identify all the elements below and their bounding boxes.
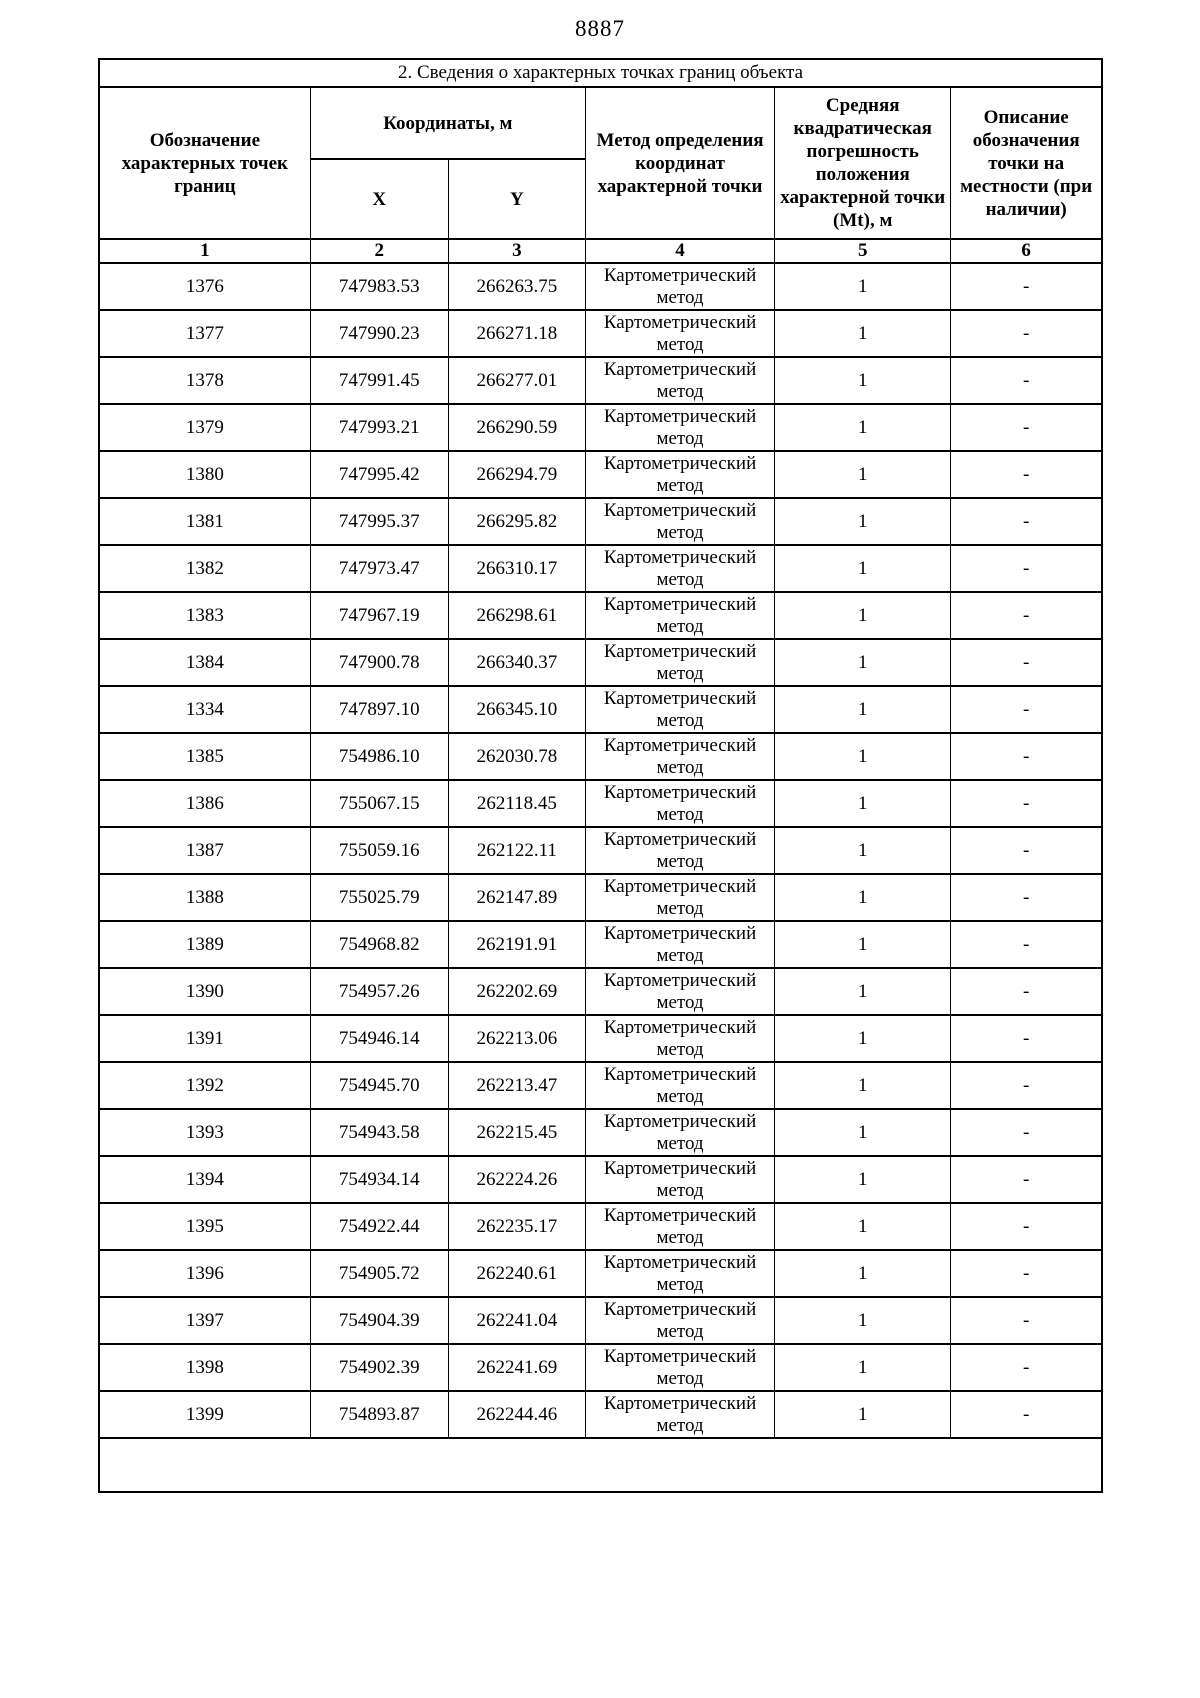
error-cell: 1 [775, 874, 951, 921]
description-cell: - [951, 686, 1102, 733]
description-cell: - [951, 1015, 1102, 1062]
coordinate-y-cell: 262215.45 [448, 1109, 585, 1156]
column-number-3: 3 [448, 239, 585, 263]
coordinate-y-cell: 262241.69 [448, 1344, 585, 1391]
error-cell: 1 [775, 1156, 951, 1203]
error-cell: 1 [775, 780, 951, 827]
error-cell: 1 [775, 1344, 951, 1391]
error-cell: 1 [775, 1109, 951, 1156]
coordinate-y-cell: 266345.10 [448, 686, 585, 733]
method-cell: Картометрический метод [585, 921, 774, 968]
coordinate-x-cell: 754922.44 [310, 1203, 448, 1250]
empty-row [99, 1438, 1102, 1492]
header-y: Y [448, 159, 585, 239]
point-id-cell: 1394 [99, 1156, 310, 1203]
table-row [99, 827, 1102, 874]
column-number-5: 5 [775, 239, 951, 263]
description-cell: - [951, 827, 1102, 874]
point-id-cell: 1386 [99, 780, 310, 827]
description-cell: - [951, 1156, 1102, 1203]
error-cell: 1 [775, 968, 951, 1015]
point-id-cell: 1377 [99, 310, 310, 357]
coordinate-y-cell: 262122.11 [448, 827, 585, 874]
method-cell: Картометрический метод [585, 780, 774, 827]
point-id-cell: 1334 [99, 686, 310, 733]
description-cell: - [951, 968, 1102, 1015]
coordinate-x-cell: 747991.45 [310, 357, 448, 404]
coordinate-x-cell: 754904.39 [310, 1297, 448, 1344]
coordinate-x-cell: 747993.21 [310, 404, 448, 451]
method-cell: Картометрический метод [585, 592, 774, 639]
description-cell: - [951, 1250, 1102, 1297]
coordinate-x-cell: 747995.42 [310, 451, 448, 498]
method-cell: Картометрический метод [585, 639, 774, 686]
description-cell: - [951, 1391, 1102, 1438]
error-cell: 1 [775, 545, 951, 592]
point-id-cell: 1398 [99, 1344, 310, 1391]
coordinate-x-cell: 754905.72 [310, 1250, 448, 1297]
coordinate-y-cell: 262147.89 [448, 874, 585, 921]
description-cell: - [951, 310, 1102, 357]
coordinate-x-cell: 754986.10 [310, 733, 448, 780]
coordinate-x-cell: 747973.47 [310, 545, 448, 592]
coordinate-y-cell: 266271.18 [448, 310, 585, 357]
table-row [99, 592, 1102, 639]
description-cell: - [951, 1062, 1102, 1109]
error-cell: 1 [775, 404, 951, 451]
coordinate-y-cell: 262118.45 [448, 780, 585, 827]
table-row [99, 1203, 1102, 1250]
error-cell: 1 [775, 1250, 951, 1297]
error-cell: 1 [775, 733, 951, 780]
coordinate-x-cell: 754893.87 [310, 1391, 448, 1438]
coordinate-y-cell: 262213.47 [448, 1062, 585, 1109]
table-row [99, 1250, 1102, 1297]
error-cell: 1 [775, 827, 951, 874]
coordinate-y-cell: 262191.91 [448, 921, 585, 968]
description-cell: - [951, 592, 1102, 639]
point-id-cell: 1397 [99, 1297, 310, 1344]
description-cell: - [951, 1203, 1102, 1250]
error-cell: 1 [775, 310, 951, 357]
header-row-1 [99, 87, 1102, 159]
coordinate-y-cell: 262241.04 [448, 1297, 585, 1344]
table-row [99, 1297, 1102, 1344]
column-number-1: 1 [99, 239, 310, 263]
description-cell: - [951, 263, 1102, 310]
method-cell: Картометрический метод [585, 498, 774, 545]
point-id-cell: 1376 [99, 263, 310, 310]
header-coordinates-group: Координаты, м [310, 87, 585, 159]
method-cell: Картометрический метод [585, 827, 774, 874]
error-cell: 1 [775, 498, 951, 545]
table-row [99, 1391, 1102, 1438]
table-row [99, 545, 1102, 592]
method-cell: Картометрический метод [585, 733, 774, 780]
coordinate-y-cell: 266340.37 [448, 639, 585, 686]
method-cell: Картометрический метод [585, 1203, 774, 1250]
coordinate-y-cell: 262244.46 [448, 1391, 585, 1438]
table-row [99, 1344, 1102, 1391]
table-row [99, 451, 1102, 498]
coordinate-x-cell: 747900.78 [310, 639, 448, 686]
column-numbers-row [99, 239, 1102, 263]
description-cell: - [951, 357, 1102, 404]
description-cell: - [951, 921, 1102, 968]
method-cell: Картометрический метод [585, 1250, 774, 1297]
point-id-cell: 1380 [99, 451, 310, 498]
error-cell: 1 [775, 1391, 951, 1438]
coordinate-x-cell: 754902.39 [310, 1344, 448, 1391]
table-row [99, 310, 1102, 357]
point-id-cell: 1390 [99, 968, 310, 1015]
header-designation: Обозначение характерных точек границ [99, 87, 310, 239]
description-cell: - [951, 498, 1102, 545]
table-row [99, 921, 1102, 968]
description-cell: - [951, 404, 1102, 451]
coordinate-x-cell: 755025.79 [310, 874, 448, 921]
error-cell: 1 [775, 357, 951, 404]
error-cell: 1 [775, 639, 951, 686]
coordinate-x-cell: 754943.58 [310, 1109, 448, 1156]
header-method: Метод определения координат характерной точки [585, 87, 774, 239]
description-cell: - [951, 780, 1102, 827]
table-row [99, 1062, 1102, 1109]
coordinate-y-cell: 262224.26 [448, 1156, 585, 1203]
method-cell: Картометрический метод [585, 1109, 774, 1156]
method-cell: Картометрический метод [585, 1344, 774, 1391]
table-row [99, 968, 1102, 1015]
empty-cell [99, 1438, 1102, 1492]
coordinate-x-cell: 754934.14 [310, 1156, 448, 1203]
table-footer-section [99, 1438, 1102, 1492]
method-cell: Картометрический метод [585, 686, 774, 733]
method-cell: Картометрический метод [585, 263, 774, 310]
table-row [99, 1109, 1102, 1156]
coordinate-x-cell: 747990.23 [310, 310, 448, 357]
coordinate-x-cell: 755059.16 [310, 827, 448, 874]
error-cell: 1 [775, 921, 951, 968]
coordinate-x-cell: 754946.14 [310, 1015, 448, 1062]
table-header-section [99, 59, 1102, 263]
coordinate-x-cell: 747897.10 [310, 686, 448, 733]
method-cell: Картометрический метод [585, 357, 774, 404]
point-id-cell: 1399 [99, 1391, 310, 1438]
table-row [99, 404, 1102, 451]
error-cell: 1 [775, 451, 951, 498]
point-id-cell: 1379 [99, 404, 310, 451]
point-id-cell: 1382 [99, 545, 310, 592]
header-description: Описание обозначения точки на местности (при наличии) [951, 87, 1102, 239]
coordinate-x-cell: 747983.53 [310, 263, 448, 310]
description-cell: - [951, 639, 1102, 686]
coordinate-y-cell: 262235.17 [448, 1203, 585, 1250]
table-row [99, 1156, 1102, 1203]
point-id-cell: 1378 [99, 357, 310, 404]
description-cell: - [951, 874, 1102, 921]
page-number: 8887 [575, 16, 625, 41]
error-cell: 1 [775, 1203, 951, 1250]
point-id-cell: 1393 [99, 1109, 310, 1156]
table-row [99, 498, 1102, 545]
coordinate-y-cell: 266277.01 [448, 357, 585, 404]
coordinate-y-cell: 266290.59 [448, 404, 585, 451]
header-x: X [310, 159, 448, 239]
point-id-cell: 1383 [99, 592, 310, 639]
table-title: 2. Сведения о характерных точках границ объекта [99, 59, 1102, 87]
table-row [99, 780, 1102, 827]
description-cell: - [951, 1109, 1102, 1156]
point-id-cell: 1391 [99, 1015, 310, 1062]
method-cell: Картометрический метод [585, 1391, 774, 1438]
method-cell: Картометрический метод [585, 1062, 774, 1109]
coordinate-y-cell: 262213.06 [448, 1015, 585, 1062]
error-cell: 1 [775, 1062, 951, 1109]
error-cell: 1 [775, 686, 951, 733]
point-id-cell: 1389 [99, 921, 310, 968]
error-cell: 1 [775, 1297, 951, 1344]
column-number-6: 6 [951, 239, 1102, 263]
column-number-2: 2 [310, 239, 448, 263]
table-row [99, 357, 1102, 404]
description-cell: - [951, 733, 1102, 780]
method-cell: Картометрический метод [585, 404, 774, 451]
point-id-cell: 1392 [99, 1062, 310, 1109]
coordinate-x-cell: 755067.15 [310, 780, 448, 827]
coordinate-y-cell: 262240.61 [448, 1250, 585, 1297]
method-cell: Картометрический метод [585, 968, 774, 1015]
table-row [99, 874, 1102, 921]
description-cell: - [951, 545, 1102, 592]
table-row [99, 1015, 1102, 1062]
table-row [99, 686, 1102, 733]
table-body [99, 263, 1102, 1438]
boundary-points-table [98, 58, 1103, 1493]
point-id-cell: 1388 [99, 874, 310, 921]
coordinate-x-cell: 747995.37 [310, 498, 448, 545]
method-cell: Картометрический метод [585, 1297, 774, 1344]
coordinate-y-cell: 266310.17 [448, 545, 585, 592]
header-error: Средняя квадратическая погрешность положения характерной точки (Mt), м [775, 87, 951, 239]
table-row [99, 733, 1102, 780]
method-cell: Картометрический метод [585, 874, 774, 921]
description-cell: - [951, 1297, 1102, 1344]
method-cell: Картометрический метод [585, 310, 774, 357]
description-cell: - [951, 1344, 1102, 1391]
table-row [99, 639, 1102, 686]
method-cell: Картометрический метод [585, 1015, 774, 1062]
column-number-4: 4 [585, 239, 774, 263]
method-cell: Картометрический метод [585, 451, 774, 498]
coordinate-y-cell: 266294.79 [448, 451, 585, 498]
description-cell: - [951, 451, 1102, 498]
point-id-cell: 1381 [99, 498, 310, 545]
point-id-cell: 1395 [99, 1203, 310, 1250]
point-id-cell: 1387 [99, 827, 310, 874]
coordinate-y-cell: 266263.75 [448, 263, 585, 310]
point-id-cell: 1385 [99, 733, 310, 780]
coordinate-x-cell: 754945.70 [310, 1062, 448, 1109]
method-cell: Картометрический метод [585, 1156, 774, 1203]
error-cell: 1 [775, 1015, 951, 1062]
error-cell: 1 [775, 592, 951, 639]
table-row [99, 263, 1102, 310]
coordinate-x-cell: 754957.26 [310, 968, 448, 1015]
coordinate-y-cell: 262030.78 [448, 733, 585, 780]
error-cell: 1 [775, 263, 951, 310]
coordinate-y-cell: 262202.69 [448, 968, 585, 1015]
coordinate-y-cell: 266295.82 [448, 498, 585, 545]
method-cell: Картометрический метод [585, 545, 774, 592]
coordinate-x-cell: 754968.82 [310, 921, 448, 968]
table-title-row [99, 59, 1102, 87]
coordinate-x-cell: 747967.19 [310, 592, 448, 639]
point-id-cell: 1384 [99, 639, 310, 686]
coordinate-y-cell: 266298.61 [448, 592, 585, 639]
point-id-cell: 1396 [99, 1250, 310, 1297]
